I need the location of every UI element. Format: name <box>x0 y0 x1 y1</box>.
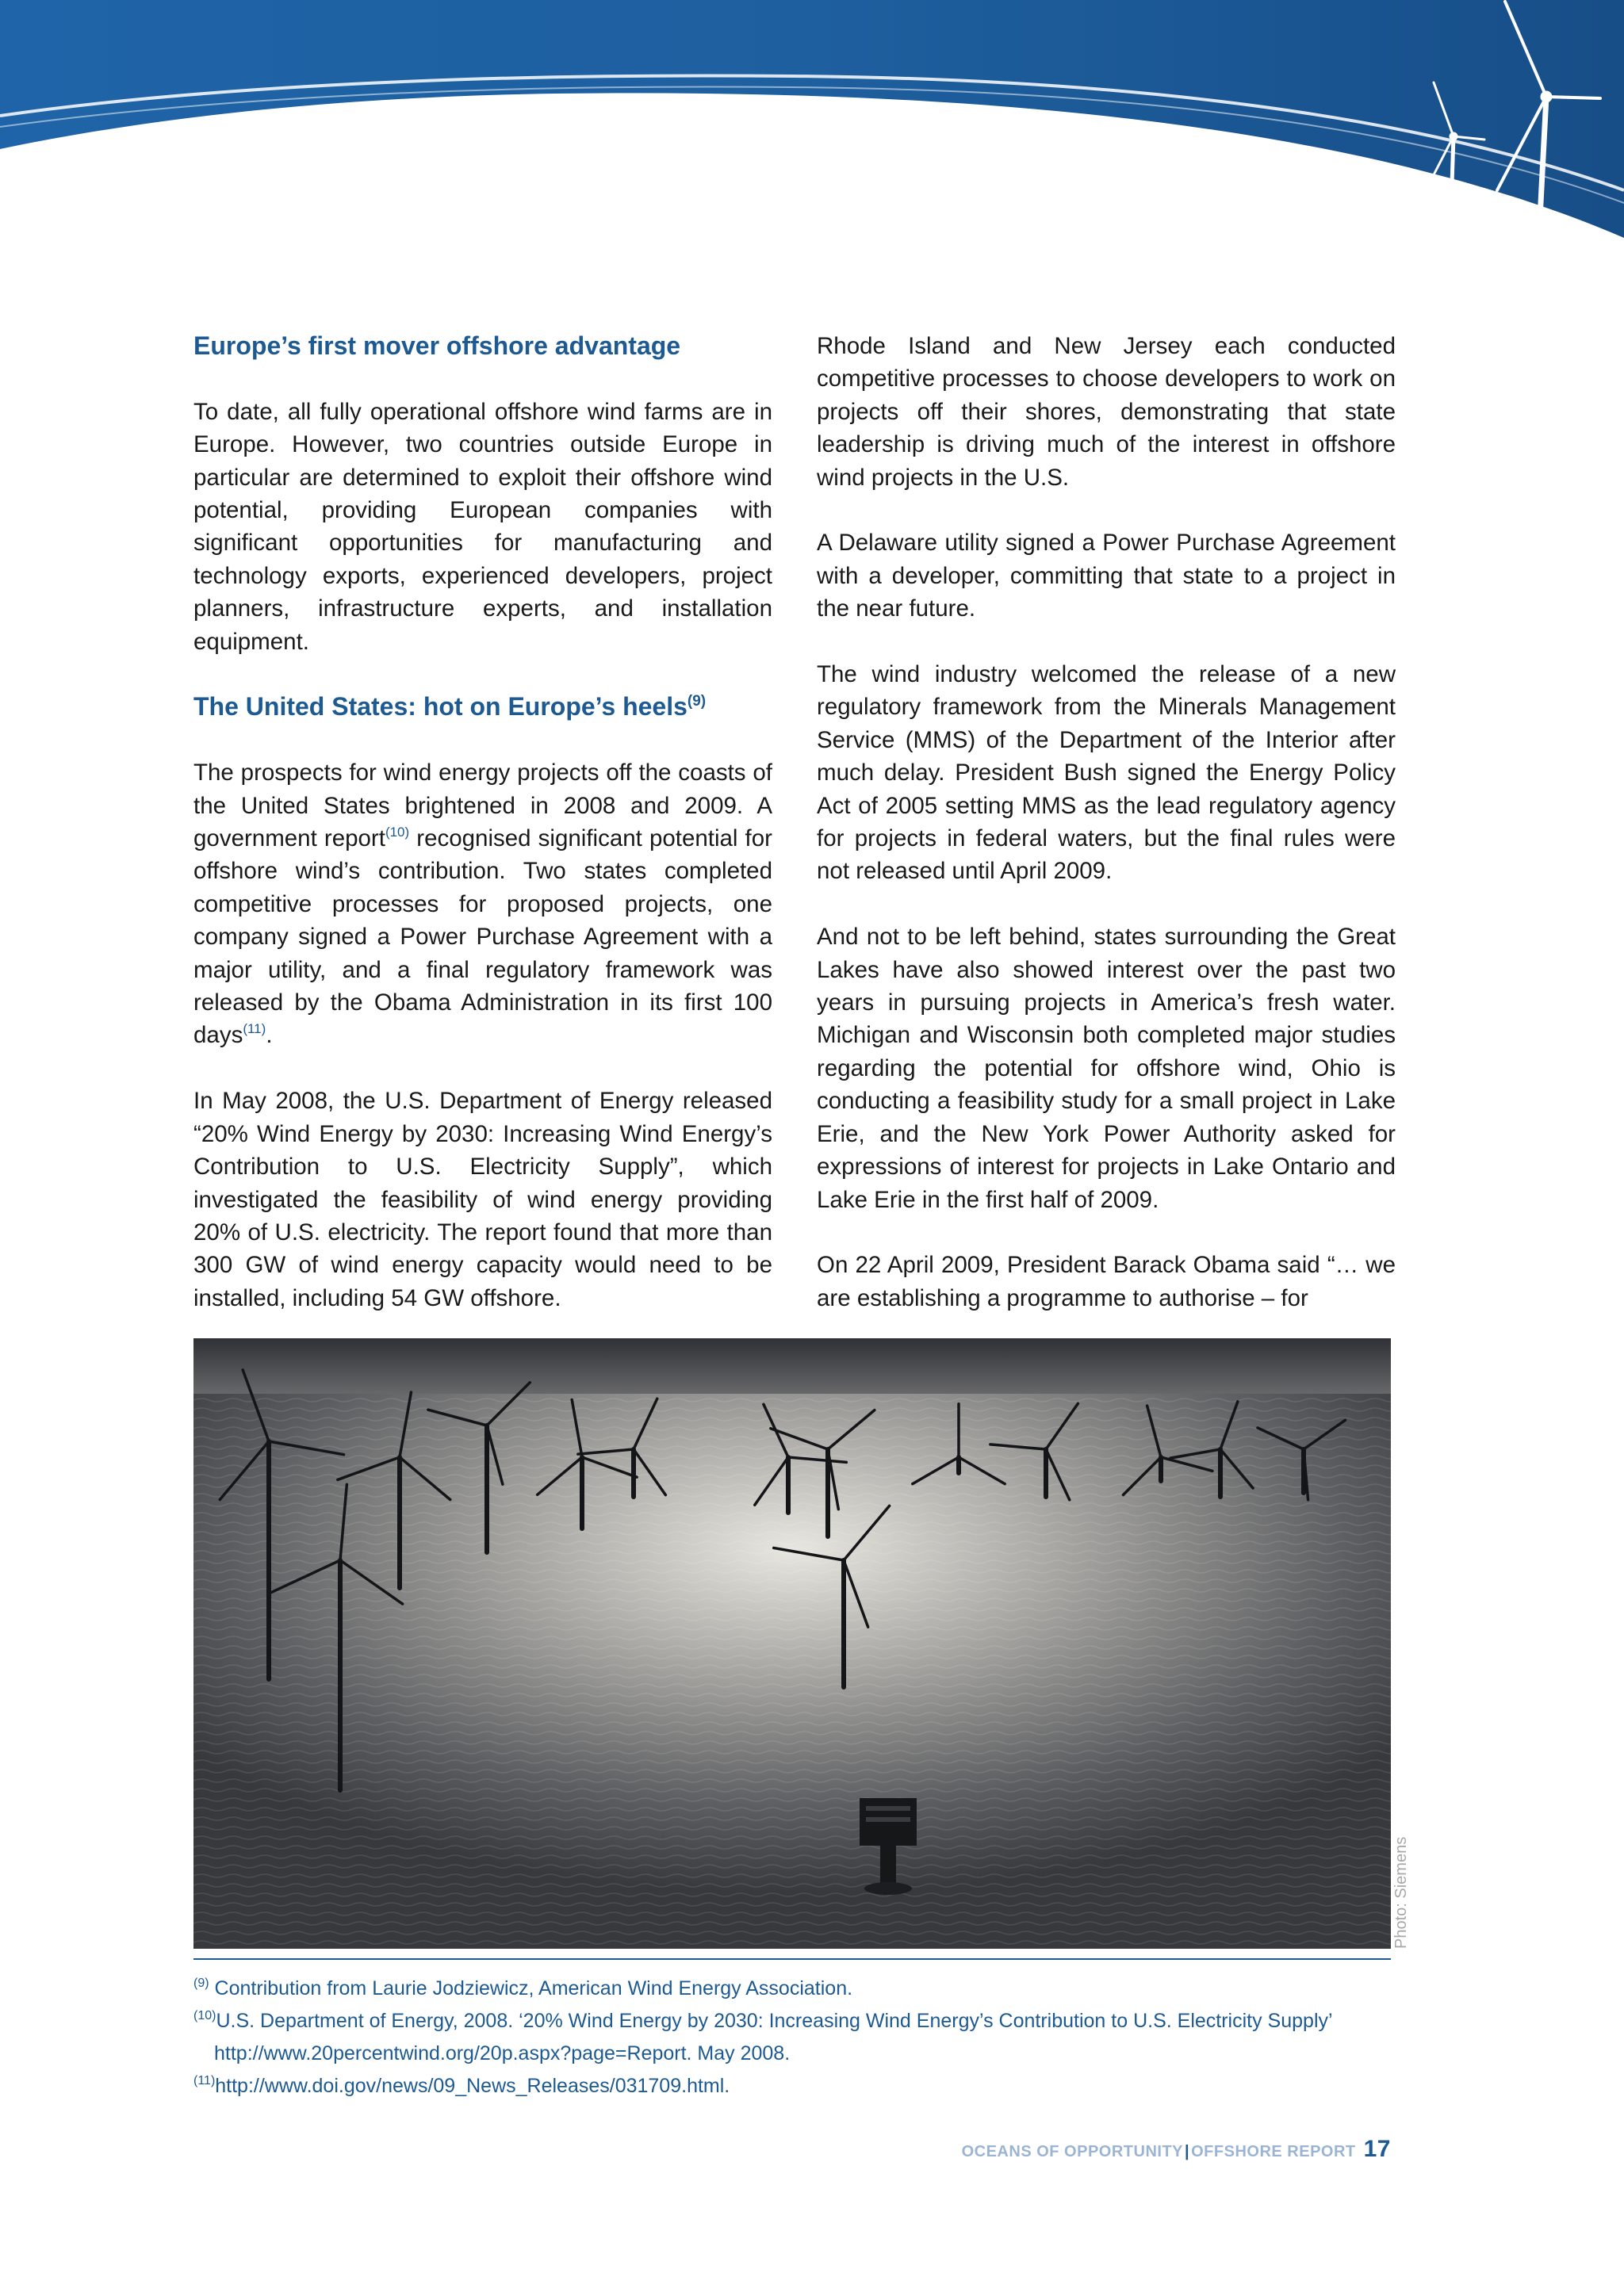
footnote-ref: (11) <box>243 1021 266 1037</box>
paragraph: The prospects for wind energy projects off the coasts of the United States brightened in 2008 and 2009. A government report$^{(10)}$ recognised significant potential for offshore wind’s contribution. Two states completed competitive processes for proposed projects, one company signed a Power Purchase Agreement with a major utility, and a final regulatory framework was released by the Obama Administration in its first 100 days$^{(11)}$. <box>193 760 772 1049</box>
footer-subtitle: OFFSHORE REPORT <box>1191 2143 1356 2160</box>
photo-credit: Photo: Siemens <box>1392 1836 1410 1949</box>
header-graphic <box>0 0 1624 246</box>
right-column <box>817 330 1396 1348</box>
paragraph: And not to be left behind, states surrounding the Great Lakes have also showed interest over the past two years in pursuing projects in America’s fresh water. Michigan and Wisconsin both completed major studies regarding the potential for offshore wind, Ohio is conducting a feasibility study for a small project in Lake Erie, and the New York Power Authority asked for expressions of interest for projects in Lake Ontario and Lake Erie in the first half of 2009. <box>817 924 1396 1213</box>
paragraph: Rhode Island and New Jersey each conducted competitive processes to choose developers to work on projects off their shores, demonstrating that state leadership is driving much of the interest in offshore wind projects in the U.S. <box>817 333 1396 491</box>
offshore-wind-farm-photo <box>193 1338 1391 1949</box>
page-number: 17 <box>1363 2136 1391 2162</box>
footnote-10: $^{(10)}$U.S. Department of Energy, 2008. ‘20% Wind Energy by 2030: Increasing Wind Energy’s Contribution to U.S. Electricity Supply’ <box>193 2009 1333 2032</box>
page-footer <box>962 2136 1391 2164</box>
footnote-10-url: http://www.20percentwind.org/20p.aspx?page=Report. May 2008. <box>214 2042 791 2064</box>
paragraph: The wind industry welcomed the release of a new regulatory framework from the Minerals Management Service (MMS) of the Department of the Interior after much delay. President Bush signed the Energy Policy Act of 2005 setting MMS as the lead regulatory agency for projects in federal waters, but the final rules were not released until April 2009. <box>817 661 1396 885</box>
section-heading-united-states: The United States: hot on Europe’s heels$^{(9)}$ <box>193 692 707 721</box>
paragraph: In May 2008, the U.S. Department of Energy released “20% Wind Energy by 2030: Increasing Wind Energy’s Contribution to U.S. Electricity Supply”, which investigated the feasibility of wind energy providing 20% of U.S. electricity. The report found that more than 300 GW of wind energy capacity would need to be installed, including 54 GW offshore. <box>193 1088 772 1311</box>
header-banner <box>0 0 1624 246</box>
footnotes <box>193 1973 1415 2103</box>
paragraph: On 22 April 2009, President Barack Obama said “… we are establishing a programme to authorise – for <box>817 1252 1396 1311</box>
footer-separator: | <box>1185 2143 1190 2160</box>
left-column <box>193 330 772 1348</box>
paragraph: To date, all fully operational offshore wind farms are in Europe. However, two countries outside Europe in particular are determined to exploit their offshore wind potential, providing European companies with significant opportunities for manufacturing and technology exports, experienced developers, project planners, infrastructure experts, and installation equipment. <box>193 398 772 655</box>
wind-farm-illustration <box>193 1338 1391 1949</box>
footnote-11: $^{(11)}$http://www.doi.gov/news/09_News_Releases/031709.html. <box>193 2074 730 2097</box>
footnote-ref: (9) <box>687 693 707 710</box>
footer-title: OCEANS OF OPPORTUNITY <box>961 2143 1183 2160</box>
section-heading-europe: Europe’s first mover offshore advantage <box>193 331 681 360</box>
footnote-divider <box>193 1958 1391 1960</box>
footnote-9: $^{(9)}$ Contribution from Laurie Jodziewicz, American Wind Energy Association. <box>193 1976 853 1999</box>
paragraph: A Delaware utility signed a Power Purchase Agreement with a developer, committing that state to a project in the near future. <box>817 530 1396 622</box>
footnote-ref: (10) <box>385 825 410 840</box>
